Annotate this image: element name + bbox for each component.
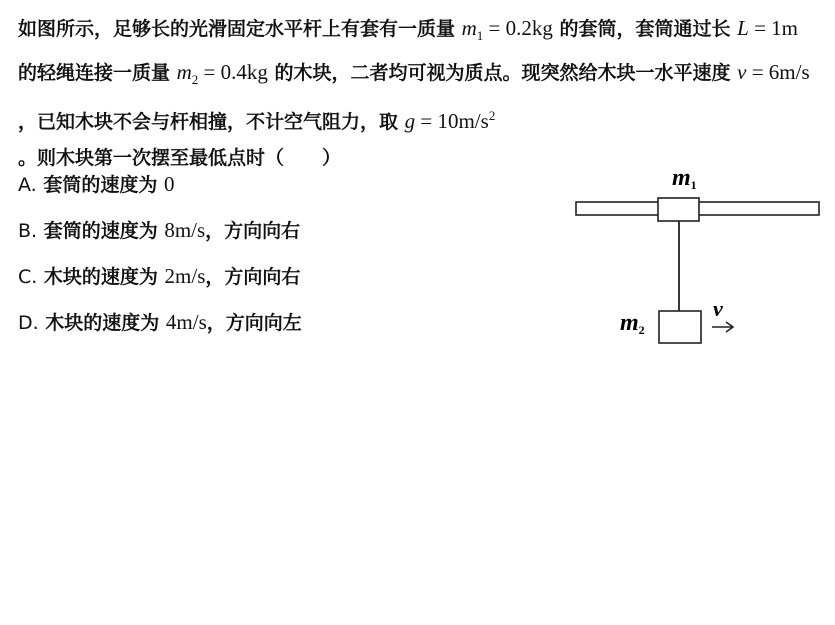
velocity-expression [737, 60, 810, 84]
mass-1-value: = 0.2kg [483, 16, 553, 40]
question-text-part: 的木块，二者均可视为质点。现突然给木块一水平速度 [267, 62, 738, 85]
answer-options [18, 166, 538, 350]
symbol-m: m [461, 16, 477, 40]
symbol-l: L [737, 16, 749, 40]
option-text: 套筒的速度为 [36, 174, 164, 196]
option-d[interactable] [18, 304, 538, 350]
label-m1-symbol: m [672, 165, 691, 191]
subscript-1: 1 [476, 28, 484, 44]
mass-2-expression [176, 60, 268, 88]
mass-2-value: = 0.4kg [198, 60, 268, 85]
option-text: 套筒的速度为 [37, 220, 165, 242]
gravity-expression [405, 109, 496, 133]
gravity-value: = 10m/s [415, 109, 489, 134]
option-a[interactable] [18, 166, 538, 212]
physics-diagram [570, 160, 825, 355]
symbol-g: g [404, 109, 416, 134]
option-value: 8m/s [164, 218, 206, 242]
symbol-m: m [176, 60, 192, 85]
label-m1 [672, 165, 697, 192]
question-text-part: 。则木块第一次摆至最低点时（ ） [18, 147, 342, 170]
question-text-part: 的轻绳连接一质量 [18, 62, 177, 85]
option-c[interactable] [18, 258, 538, 304]
superscript-2: 2 [488, 108, 496, 124]
option-letter: B. [18, 220, 38, 242]
label-m2-symbol: m [620, 310, 639, 336]
question-text-part: 如图所示，足够长的光滑固定水平杆上有套有一质量 [18, 18, 462, 40]
option-letter: C. [18, 266, 38, 288]
question-text [18, 10, 818, 176]
subscript-2: 2 [191, 72, 199, 88]
option-value: 0 [163, 172, 175, 196]
label-m2-subscript: 2 [638, 323, 645, 337]
option-direction: ，方向向右 [205, 220, 301, 242]
velocity-arrow-icon [712, 322, 733, 332]
option-letter: D. [18, 312, 39, 334]
label-m1-subscript: 1 [690, 178, 697, 192]
question-text-part: ，已知木块不会与杆相撞，不计空气阻力，取 [18, 111, 405, 134]
length-expression [737, 16, 798, 40]
option-direction: ，方向向左 [206, 312, 302, 334]
option-direction: ，方向向右 [205, 266, 301, 288]
label-m2 [620, 310, 645, 337]
wooden-block-m2 [659, 311, 701, 343]
label-velocity: v [713, 296, 723, 321]
option-letter: A. [18, 174, 37, 196]
option-text: 木块的速度为 [37, 266, 165, 288]
option-value: 2m/s [164, 264, 206, 288]
option-text: 木块的速度为 [38, 312, 166, 334]
option-value: 4m/s [165, 310, 207, 334]
mass-1-expression [461, 16, 553, 44]
option-b[interactable] [18, 212, 538, 258]
symbol-v: v [737, 60, 747, 85]
length-value: = 1m [748, 16, 798, 40]
velocity-value: = 6m/s [746, 60, 810, 85]
question-text-part: 的套筒，套筒通过长 [552, 18, 738, 40]
sleeve-m1 [658, 198, 699, 221]
